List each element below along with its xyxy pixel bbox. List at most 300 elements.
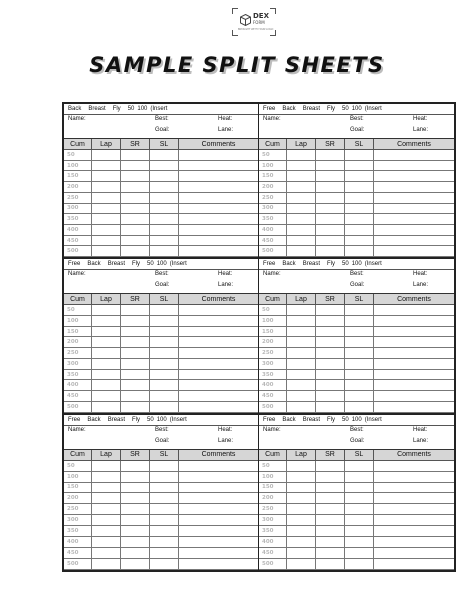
swimmer-info (64, 104, 258, 139)
entry-cell[interactable] (179, 482, 259, 493)
entry-cell[interactable] (316, 192, 345, 203)
entry-cell[interactable] (345, 182, 374, 193)
entry-cell[interactable] (179, 358, 259, 369)
entry-cell[interactable] (150, 182, 179, 193)
entry-cell[interactable] (179, 348, 259, 359)
entry-cell[interactable] (179, 214, 259, 225)
entry-cell[interactable] (374, 526, 455, 537)
entry-cell[interactable] (374, 150, 455, 161)
entry-cell[interactable] (150, 493, 179, 504)
entry-cell[interactable] (121, 358, 150, 369)
column-header: Cum (64, 450, 92, 461)
entry-cell[interactable] (316, 182, 345, 193)
entry-cell[interactable] (374, 369, 455, 380)
entry-cell[interactable] (179, 171, 259, 182)
entry-cell[interactable] (374, 460, 455, 471)
entry-cell[interactable] (345, 369, 374, 380)
entry-cell[interactable] (92, 192, 121, 203)
entry-cell[interactable] (121, 305, 150, 316)
entry-cell[interactable] (121, 391, 150, 402)
entry-cell[interactable] (287, 482, 316, 493)
entry-cell[interactable] (179, 548, 259, 559)
entry-cell[interactable] (179, 471, 259, 482)
entry-cell[interactable] (374, 358, 455, 369)
entry-cell[interactable] (92, 380, 121, 391)
stroke-option[interactable]: Free (263, 261, 276, 268)
table-row (64, 358, 258, 369)
entry-cell[interactable] (92, 504, 121, 515)
entry-cell[interactable] (287, 160, 316, 171)
entry-cell[interactable] (316, 358, 345, 369)
entry-cell[interactable] (345, 358, 374, 369)
entry-cell[interactable] (150, 380, 179, 391)
entry-cell[interactable] (345, 235, 374, 246)
column-header: SR (316, 294, 345, 305)
entry-cell[interactable] (374, 337, 455, 348)
entry-cell[interactable] (374, 401, 455, 412)
entry-cell[interactable] (374, 504, 455, 515)
entry-cell[interactable] (150, 305, 179, 316)
entry-cell[interactable] (179, 504, 259, 515)
entry-cell[interactable] (92, 348, 121, 359)
entry-cell[interactable] (316, 537, 345, 548)
stroke-option[interactable]: Fly (327, 416, 336, 423)
entry-cell[interactable] (316, 150, 345, 161)
entry-cell[interactable] (92, 203, 121, 214)
entry-cell[interactable] (121, 493, 150, 504)
entry-cell[interactable] (374, 171, 455, 182)
entry-cell[interactable] (287, 391, 316, 402)
entry-cell[interactable] (316, 246, 345, 257)
entry-cell[interactable] (121, 203, 150, 214)
entry-cell[interactable] (92, 482, 121, 493)
entry-cell[interactable] (287, 526, 316, 537)
entry-cell[interactable] (179, 203, 259, 214)
table-row (64, 380, 258, 391)
entry-cell[interactable] (316, 526, 345, 537)
entry-cell[interactable] (287, 548, 316, 559)
entry-cell[interactable] (121, 316, 150, 327)
entry-cell[interactable] (316, 401, 345, 412)
entry-cell[interactable] (374, 235, 455, 246)
entry-cell[interactable] (374, 548, 455, 559)
entry-cell[interactable] (179, 526, 259, 537)
entry-cell[interactable] (345, 192, 374, 203)
swimmer-info (259, 259, 454, 294)
entry-cell[interactable] (92, 460, 121, 471)
entry-cell[interactable] (287, 214, 316, 225)
lane-label: Lane: (413, 282, 429, 289)
entry-cell[interactable] (374, 246, 455, 257)
entry-cell[interactable] (374, 493, 455, 504)
entry-cell[interactable] (150, 471, 179, 482)
distance-option[interactable]: 50 (127, 106, 135, 112)
entry-cell[interactable] (287, 515, 316, 526)
entry-cell[interactable] (316, 171, 345, 182)
entry-cell[interactable] (92, 537, 121, 548)
entry-cell[interactable] (150, 548, 179, 559)
table-row (259, 401, 454, 412)
entry-cell[interactable] (179, 182, 259, 193)
entry-cell[interactable] (287, 369, 316, 380)
entry-cell[interactable] (121, 337, 150, 348)
entry-cell[interactable] (374, 305, 455, 316)
stroke-option[interactable]: Breast (88, 106, 106, 112)
distance-option[interactable]: 100 (156, 261, 167, 268)
entry-cell[interactable] (121, 192, 150, 203)
entry-cell[interactable] (92, 171, 121, 182)
distance-option[interactable]: 50 (342, 106, 349, 112)
stroke-option[interactable]: Breast (107, 416, 126, 423)
entry-cell[interactable] (374, 160, 455, 171)
stroke-option[interactable]: Back (68, 106, 82, 112)
entry-cell[interactable] (287, 182, 316, 193)
entry-cell[interactable] (345, 316, 374, 327)
entry-cell[interactable] (92, 401, 121, 412)
entry-cell[interactable] (150, 358, 179, 369)
entry-cell[interactable] (316, 160, 345, 171)
entry-cell[interactable] (92, 235, 121, 246)
entry-cell[interactable] (345, 526, 374, 537)
entry-cell[interactable] (121, 246, 150, 257)
entry-cell[interactable] (179, 537, 259, 548)
entry-cell[interactable] (121, 526, 150, 537)
entry-cell[interactable] (374, 471, 455, 482)
entry-cell[interactable] (316, 337, 345, 348)
entry-cell[interactable] (287, 316, 316, 327)
entry-cell[interactable] (345, 160, 374, 171)
entry-cell[interactable] (287, 401, 316, 412)
stroke-option[interactable]: Breast (107, 261, 126, 268)
entry-cell[interactable] (121, 471, 150, 482)
entry-cell[interactable] (179, 192, 259, 203)
entry-cell[interactable] (345, 537, 374, 548)
entry-cell[interactable] (92, 150, 121, 161)
distance-cell: 450 (259, 235, 287, 246)
entry-cell[interactable] (150, 225, 179, 236)
entry-cell[interactable] (345, 203, 374, 214)
insert-note: (Insert (150, 106, 168, 112)
column-header: SR (121, 139, 150, 150)
entry-cell[interactable] (287, 171, 316, 182)
entry-cell[interactable] (345, 471, 374, 482)
entry-cell[interactable] (345, 337, 374, 348)
entry-cell[interactable] (121, 460, 150, 471)
distance-cell: 200 (64, 182, 92, 193)
entry-cell[interactable] (345, 380, 374, 391)
entry-cell[interactable] (287, 150, 316, 161)
distance-cell: 350 (259, 214, 287, 225)
entry-cell[interactable] (92, 316, 121, 327)
entry-cell[interactable] (316, 460, 345, 471)
stroke-option[interactable]: Free (263, 416, 276, 423)
entry-cell[interactable] (316, 225, 345, 236)
entry-cell[interactable] (287, 504, 316, 515)
entry-cell[interactable] (150, 482, 179, 493)
entry-cell[interactable] (345, 482, 374, 493)
distance-option[interactable]: 100 (351, 261, 362, 268)
entry-cell[interactable] (345, 558, 374, 569)
entry-cell[interactable] (92, 225, 121, 236)
stroke-option[interactable]: Back (282, 416, 296, 423)
entry-cell[interactable] (287, 326, 316, 337)
entry-cell[interactable] (121, 326, 150, 337)
entry-cell[interactable] (345, 246, 374, 257)
entry-cell[interactable] (287, 192, 316, 203)
entry-cell[interactable] (345, 150, 374, 161)
entry-cell[interactable] (345, 515, 374, 526)
goal-label: Goal: (155, 437, 170, 444)
entry-cell[interactable] (316, 548, 345, 559)
entry-cell[interactable] (316, 471, 345, 482)
entry-cell[interactable] (287, 493, 316, 504)
entry-cell[interactable] (150, 316, 179, 327)
distance-option[interactable]: 50 (342, 261, 349, 268)
entry-cell[interactable] (287, 225, 316, 236)
table-row (259, 337, 454, 348)
stroke-option[interactable]: Free (68, 416, 81, 423)
distance-option[interactable]: 100 (351, 416, 362, 423)
entry-cell[interactable] (121, 182, 150, 193)
entry-cell[interactable] (179, 380, 259, 391)
entry-cell[interactable] (121, 150, 150, 161)
entry-cell[interactable] (345, 348, 374, 359)
entry-cell[interactable] (92, 182, 121, 193)
entry-cell[interactable] (374, 316, 455, 327)
entry-cell[interactable] (345, 305, 374, 316)
entry-cell[interactable] (374, 537, 455, 548)
entry-cell[interactable] (179, 515, 259, 526)
stroke-option[interactable]: Fly (327, 261, 336, 268)
entry-cell[interactable] (150, 150, 179, 161)
stroke-option[interactable]: Breast (302, 106, 321, 112)
stroke-option[interactable]: Fly (327, 106, 336, 112)
distance-option[interactable]: 100 (351, 106, 362, 112)
entry-cell[interactable] (374, 380, 455, 391)
stroke-option[interactable]: Fly (132, 261, 141, 268)
entry-cell[interactable] (92, 160, 121, 171)
entry-cell[interactable] (345, 401, 374, 412)
split-block (64, 104, 259, 259)
entry-cell[interactable] (345, 391, 374, 402)
entry-cell[interactable] (316, 380, 345, 391)
entry-cell[interactable] (179, 225, 259, 236)
entry-cell[interactable] (179, 305, 259, 316)
entry-cell[interactable] (316, 214, 345, 225)
entry-cell[interactable] (92, 526, 121, 537)
entry-cell[interactable] (92, 548, 121, 559)
stroke-option[interactable]: Free (68, 261, 81, 268)
entry-cell[interactable] (150, 401, 179, 412)
entry-cell[interactable] (92, 369, 121, 380)
entry-cell[interactable] (374, 192, 455, 203)
entry-cell[interactable] (92, 358, 121, 369)
entry-cell[interactable] (287, 380, 316, 391)
entry-cell[interactable] (287, 471, 316, 482)
entry-cell[interactable] (316, 326, 345, 337)
entry-cell[interactable] (121, 369, 150, 380)
entry-cell[interactable] (179, 316, 259, 327)
entry-cell[interactable] (179, 246, 259, 257)
entry-cell[interactable] (121, 515, 150, 526)
entry-cell[interactable] (287, 235, 316, 246)
distance-cell: 200 (259, 182, 287, 193)
distance-option[interactable]: 50 (342, 416, 349, 423)
entry-cell[interactable] (179, 235, 259, 246)
entry-cell[interactable] (92, 515, 121, 526)
entry-cell[interactable] (179, 558, 259, 569)
entry-cell[interactable] (374, 203, 455, 214)
entry-cell[interactable] (316, 391, 345, 402)
distance-cell: 50 (64, 150, 92, 161)
entry-cell[interactable] (316, 369, 345, 380)
stroke-option[interactable]: Back (282, 261, 296, 268)
column-header: Comments (179, 450, 259, 461)
distance-option[interactable]: 100 (137, 106, 148, 112)
entry-cell[interactable] (179, 150, 259, 161)
entry-cell[interactable] (92, 214, 121, 225)
entry-cell[interactable] (374, 558, 455, 569)
stroke-options (259, 415, 454, 426)
entry-cell[interactable] (316, 482, 345, 493)
entry-cell[interactable] (92, 326, 121, 337)
entry-cell[interactable] (150, 348, 179, 359)
entry-cell[interactable] (179, 160, 259, 171)
stroke-option[interactable]: Back (87, 416, 101, 423)
entry-cell[interactable] (121, 348, 150, 359)
entry-cell[interactable] (374, 225, 455, 236)
entry-cell[interactable] (150, 515, 179, 526)
entry-cell[interactable] (150, 192, 179, 203)
entry-cell[interactable] (316, 504, 345, 515)
entry-cell[interactable] (345, 548, 374, 559)
entry-cell[interactable] (150, 558, 179, 569)
entry-cell[interactable] (150, 203, 179, 214)
entry-cell[interactable] (345, 326, 374, 337)
entry-cell[interactable] (150, 246, 179, 257)
entry-cell[interactable] (121, 537, 150, 548)
entry-cell[interactable] (121, 504, 150, 515)
stroke-option[interactable]: Free (263, 106, 276, 112)
entry-cell[interactable] (179, 326, 259, 337)
entry-cell[interactable] (287, 348, 316, 359)
entry-cell[interactable] (345, 171, 374, 182)
entry-cell[interactable] (316, 235, 345, 246)
entry-cell[interactable] (374, 326, 455, 337)
entry-cell[interactable] (179, 493, 259, 504)
entry-cell[interactable] (179, 369, 259, 380)
stroke-option[interactable]: Fly (112, 106, 121, 112)
entry-cell[interactable] (345, 214, 374, 225)
entry-cell[interactable] (92, 391, 121, 402)
entry-cell[interactable] (150, 160, 179, 171)
entry-cell[interactable] (287, 337, 316, 348)
entry-cell[interactable] (121, 380, 150, 391)
entry-cell[interactable] (92, 558, 121, 569)
entry-cell[interactable] (92, 493, 121, 504)
entry-cell[interactable] (150, 526, 179, 537)
entry-cell[interactable] (287, 246, 316, 257)
entry-cell[interactable] (179, 460, 259, 471)
entry-cell[interactable] (345, 504, 374, 515)
entry-cell[interactable] (287, 460, 316, 471)
stroke-option[interactable]: Breast (302, 261, 321, 268)
entry-cell[interactable] (150, 391, 179, 402)
entry-cell[interactable] (150, 326, 179, 337)
entry-cell[interactable] (316, 493, 345, 504)
entry-cell[interactable] (121, 548, 150, 559)
stroke-option[interactable]: Back (282, 106, 296, 112)
entry-cell[interactable] (150, 504, 179, 515)
entry-cell[interactable] (150, 235, 179, 246)
entry-cell[interactable] (374, 348, 455, 359)
entry-cell[interactable] (150, 369, 179, 380)
entry-cell[interactable] (287, 203, 316, 214)
entry-cell[interactable] (92, 337, 121, 348)
entry-cell[interactable] (374, 391, 455, 402)
distance-option[interactable]: 100 (156, 416, 167, 423)
entry-cell[interactable] (287, 305, 316, 316)
distance-cell: 250 (64, 504, 92, 515)
distance-cell: 400 (64, 380, 92, 391)
stroke-option[interactable]: Breast (302, 416, 321, 423)
entry-cell[interactable] (121, 482, 150, 493)
entry-cell[interactable] (150, 171, 179, 182)
entry-cell[interactable] (121, 160, 150, 171)
entry-cell[interactable] (121, 171, 150, 182)
entry-cell[interactable] (92, 246, 121, 257)
entry-cell[interactable] (345, 225, 374, 236)
distance-cell: 400 (259, 225, 287, 236)
entry-cell[interactable] (121, 558, 150, 569)
entry-cell[interactable] (150, 460, 179, 471)
entry-cell[interactable] (92, 471, 121, 482)
swimmer-info (259, 415, 454, 450)
entry-cell[interactable] (374, 214, 455, 225)
entry-cell[interactable] (287, 358, 316, 369)
distance-option[interactable]: 50 (147, 416, 154, 423)
entry-cell[interactable] (374, 482, 455, 493)
entry-cell[interactable] (345, 460, 374, 471)
entry-cell[interactable] (179, 401, 259, 412)
entry-cell[interactable] (179, 337, 259, 348)
entry-cell[interactable] (316, 203, 345, 214)
entry-cell[interactable] (316, 316, 345, 327)
entry-cell[interactable] (150, 537, 179, 548)
entry-cell[interactable] (150, 214, 179, 225)
entry-cell[interactable] (121, 225, 150, 236)
entry-cell[interactable] (92, 305, 121, 316)
entry-cell[interactable] (121, 235, 150, 246)
entry-cell[interactable] (287, 558, 316, 569)
entry-cell[interactable] (345, 493, 374, 504)
entry-cell[interactable] (374, 182, 455, 193)
stroke-option[interactable]: Fly (132, 416, 141, 423)
entry-cell[interactable] (374, 515, 455, 526)
entry-cell[interactable] (316, 305, 345, 316)
entry-cell[interactable] (150, 337, 179, 348)
entry-cell[interactable] (287, 537, 316, 548)
entry-cell[interactable] (121, 214, 150, 225)
distance-option[interactable]: 50 (147, 261, 154, 268)
entry-cell[interactable] (316, 558, 345, 569)
entry-cell[interactable] (316, 348, 345, 359)
entry-cell[interactable] (121, 401, 150, 412)
entry-cell[interactable] (179, 391, 259, 402)
stroke-option[interactable]: Back (87, 261, 101, 268)
name-label: Name: (263, 426, 281, 433)
entry-cell[interactable] (316, 515, 345, 526)
